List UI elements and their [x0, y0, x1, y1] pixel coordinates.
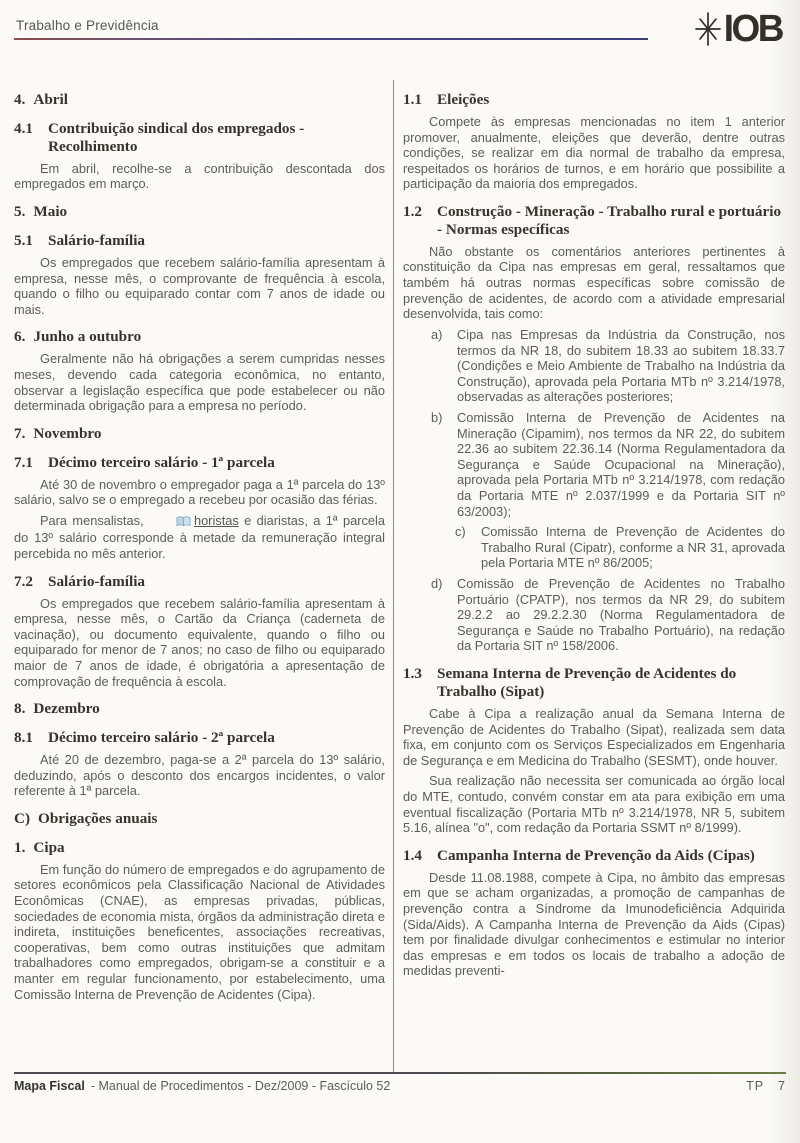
section-heading [403, 665, 785, 701]
column-divider [393, 80, 394, 1072]
heading-text: Contribuição sindical dos empregados - Recolhimento [48, 119, 305, 155]
page-number [746, 1079, 786, 1093]
heading-number: 1.2 [403, 202, 422, 220]
list-item [431, 576, 785, 654]
section-heading [14, 203, 385, 221]
paragraph: Sua realização não necessita ser comunicada ao órgão local do MTE, contudo, convém constar em ata para exibição em uma eventual fiscalização (Portaria MTb nº 3.214/1978, NR 5, subitem 5.16, alínea "o", com redação da Portaria SSMT nº 8/1999). [403, 773, 785, 836]
footer-publication [14, 1079, 390, 1093]
list-item-marker: d) [431, 576, 443, 592]
list-item-text: Cipa nas Empresas da Indústria da Construção, nos termos da NR 18, do subitem 18.33 ao subitem 18.33.7 (Condições e Meio Ambiente de Trabalho na Indústria da Construção), aprovada pela Portaria MTb nº 3.214/1978, observadas as alterações posteriores; [457, 326, 785, 405]
section-heading [14, 328, 385, 346]
section-heading [14, 573, 385, 591]
page-number-label: TP [746, 1079, 765, 1093]
footer-brand: Mapa Fiscal [14, 1079, 85, 1093]
right-column [403, 80, 785, 1072]
heading-text: Semana Interna de Prevenção de Acidentes do Trabalho (Sipat) [437, 665, 737, 701]
list-item-text: Comissão Interna de Prevenção de Acidentes na Mineração (Cipamim), nos termos da NR 22, do subitem 22.36 ao subitem 22.36.14 (Norma Regulamentadora da Segurança e Saúde Ocupacional na Mineração), aprovada pela Portaria MTb nº 3.214/1978, com redação da Portaria MTE nº 2.037/1999 e da Portaria SIT nº 63/2003); [457, 409, 785, 519]
heading-number: C) [14, 809, 31, 827]
section-heading [14, 839, 385, 857]
logo-text: IOB [723, 7, 782, 50]
page-header [14, 0, 786, 64]
section-heading [403, 847, 785, 865]
open-book-icon [150, 515, 191, 531]
heading-text: Dezembro [33, 700, 100, 718]
heading-text: Eleições [437, 91, 490, 108]
heading-number: 4.1 [14, 119, 33, 137]
footer-info: - Manual de Procedimentos - Dez/2009 - Fascículo 52 [90, 1079, 391, 1093]
list-item [455, 524, 785, 571]
section-heading [403, 91, 785, 109]
heading-number: 4. [14, 91, 26, 108]
heading-number: 1.4 [403, 846, 422, 864]
paragraph: Até 20 de dezembro, paga-se a 2ª parcela do 13º salário, deduzindo, após o desconto dos encargos incidentes, o valor referente à 1ª parcela. [14, 752, 385, 799]
section-heading [403, 203, 785, 239]
heading-number: 6. [14, 328, 26, 346]
heading-number: 7.1 [14, 453, 33, 471]
heading-text: Abril [33, 91, 68, 108]
page-footer [14, 1072, 786, 1093]
paragraph: Cabe à Cipa a realização anual da Semana Interna de Prevenção de Acidentes do Trabalho (Sipat), realizada sem data fixa, em conjunto com os Serviços Especializados em Engenharia de Segurança e em Medicina do Trabalho (SESMT), onde houver. [403, 705, 785, 768]
left-column [14, 80, 385, 1072]
paragraph: Compete às empresas mencionadas no item 1 anterior promover, anualmente, eleições que deverão, dentre outras condições, se realizar em dia normal de trabalho da empresa, respeitados os horários de turnos, e em horário que possibilite a participação da maioria dos empregados. [403, 113, 785, 192]
section-heading [14, 120, 385, 156]
list-item [431, 327, 785, 405]
heading-text: Campanha Interna de Prevenção da Aids (Cipas) [437, 846, 755, 864]
iob-logo [693, 8, 782, 50]
section-title: Trabalho e Previdência [16, 18, 159, 33]
paragraph: Não obstante os comentários anteriores pertinentes à constituição da Cipa nas empresas em geral, ressaltamos que também há outras normas específicas sobre comissão de prevenção de acidentes, de acordo com a atividade empresarial desenvolvida, tais como: [403, 243, 785, 322]
section-heading [14, 810, 385, 828]
paragraph: Em abril, recolhe-se a contribuição descontada dos empregados em março. [14, 160, 385, 192]
section-heading [14, 729, 385, 747]
heading-text: Salário-família [48, 572, 146, 590]
heading-number: 5.1 [14, 231, 33, 249]
heading-number: 1. [14, 838, 26, 856]
section-heading [14, 454, 385, 472]
section-heading [14, 425, 385, 443]
heading-text: Cipa [33, 838, 65, 856]
heading-number: 7. [14, 424, 26, 442]
paragraph: Os empregados que recebem salário-família apresentam à empresa, nesse mês, o comprovante de frequência à escola, quando o filho ou equiparado contar com 7 anos de idade ou mais. [14, 254, 385, 317]
header-rule [14, 38, 648, 40]
page-number-value: 7 [778, 1079, 786, 1093]
list-item [431, 410, 785, 519]
heading-text: Décimo terceiro salário - 1ª parcela [48, 453, 275, 471]
heading-number: 7.2 [14, 572, 33, 590]
heading-number: 5. [14, 203, 26, 221]
paragraph: Desde 11.08.1988, compete à Cipa, no âmbito das empresas em que se acham organizadas, a promoção de campanhas de prevenção contra a Síndrome da Imunodeficiência Adquirida (Sida/Aids). A Campanha Interna de Prevenção da Aids (Cipas) tem por finalidade divulgar conhecimentos e estimular no interior das empresas e em todos os locais de trabalho a adoção de medidas preventi- [403, 869, 785, 979]
heading-text: Salário-família [48, 231, 146, 249]
list-item-marker: c) [455, 524, 466, 540]
heading-text: Construção - Mineração - Trabalho rural e portuário - Normas específicas [437, 202, 782, 238]
list-item-text: Comissão Interna de Prevenção de Acidentes do Trabalho Rural (Cipatr), conforme a NR 31, aprovada pela Portaria MTE nº 86/2005; [481, 524, 785, 571]
two-column-body [14, 80, 786, 1072]
heading-text: Obrigações anuais [38, 809, 158, 827]
section-heading [14, 232, 385, 250]
list-item-marker: a) [431, 326, 443, 342]
heading-number: 1.3 [403, 665, 422, 683]
heading-number: 8. [14, 700, 26, 718]
eight-point-star-icon [693, 11, 723, 47]
paragraph: Geralmente não há obrigações a serem cumpridas nesses meses, devendo cada categoria econômica, no entanto, observar a legislação específica que pode estabelecer ou não determinada obrigação para a empresa no período. [14, 351, 385, 414]
footer-rule [14, 1072, 786, 1074]
list-item-marker: b) [431, 409, 443, 425]
heading-text: Novembro [33, 424, 102, 442]
paragraph: Para mensalistas, horistas e diaristas, a 1ª parcela do 13º salário corresponde à metade da remuneração integral percebida no mês anterior. [14, 512, 385, 562]
heading-text: Décimo terceiro salário - 2ª parcela [48, 729, 275, 747]
heading-text: Maio [33, 203, 68, 221]
section-heading [14, 700, 385, 718]
paragraph: Até 30 de novembro o empregador paga a 1ª parcela do 13º salário, salvo se o empregado a recebeu por ocasião das férias. [14, 476, 385, 508]
heading-number: 1.1 [403, 91, 422, 108]
paragraph: Os empregados que recebem salário-família apresentam à empresa, nesse mês, o Cartão da Criança (caderneta de vacinação), ou documento equivalente, quando o filho ou equiparado for menor de 7 anos; no caso de filho ou equiparado maior de 7 anos de idade, é obrigatória a apresentação de comprovação de frequência à escola. [14, 595, 385, 689]
section-heading [14, 91, 385, 109]
paragraph: Em função do número de empregados e do agrupamento de setores econômicos pela Classificação Nacional de Atividades Econômicas (CNAE), as empresas privadas, públicas, sociedades de economia mista, órgãos da administração direta e indireta, instituições beneficentes, associações recreativas, cooperativas, bem como outras instituições que admitam trabalhadores como empregados, obrigam-se a constituir e a manter em regular funcionamento, por estabelecimento, uma Comissão Interna de Prevenção de Acidentes (Cipa). [14, 861, 385, 1002]
heading-number: 8.1 [14, 729, 33, 747]
list-item-text: Comissão de Prevenção de Acidentes no Trabalho Portuário (CPATP), nos termos da NR 29, do subitem 29.2.2 ao 29.2.2.30 (Norma Regulamentadora de Segurança e Saúde no Trabalho Portuário), na redação da Portaria SIT nº 158/2006. [457, 576, 785, 654]
link-horistas[interactable]: horistas [193, 512, 239, 528]
heading-text: Junho a outubro [33, 328, 142, 346]
